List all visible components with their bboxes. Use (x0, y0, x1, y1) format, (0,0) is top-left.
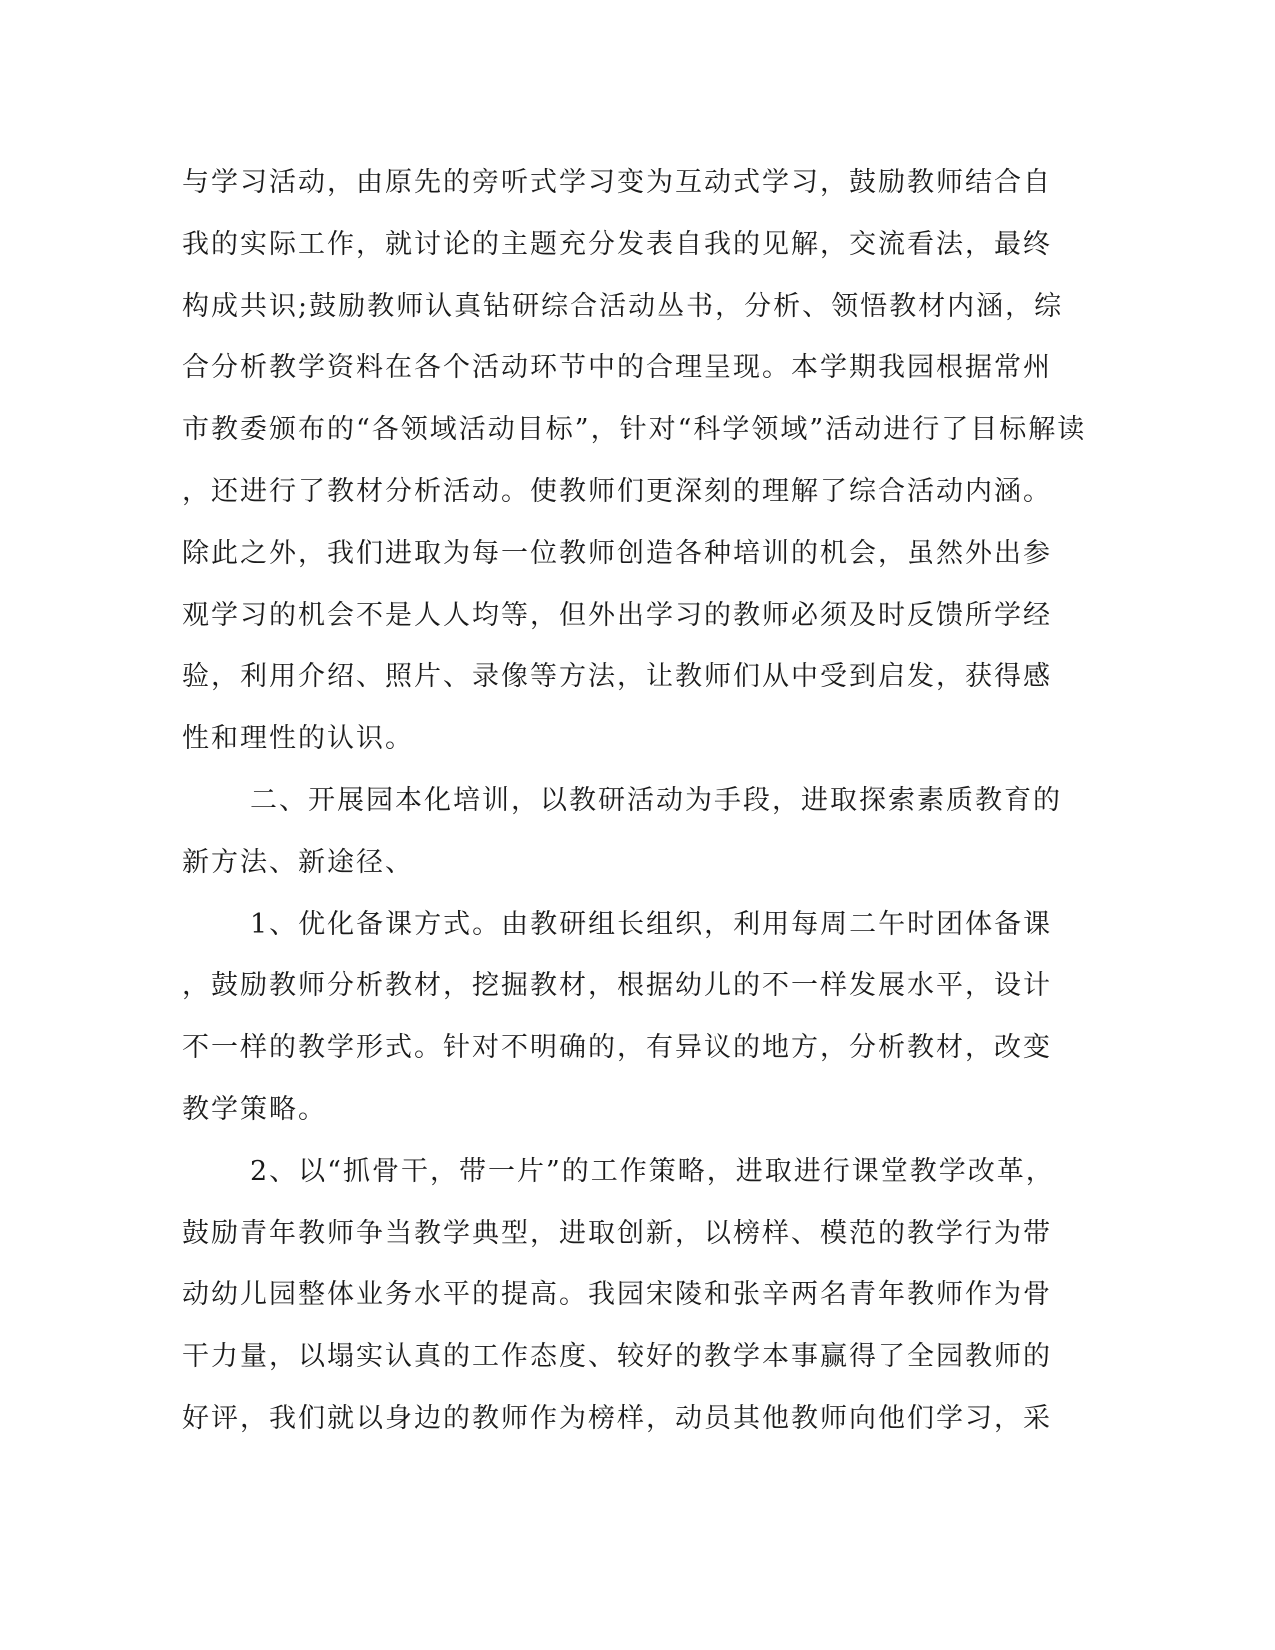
text-line: 观学习的机会不是人人均等，但外出学习的教师必须及时反馈所学经 (182, 599, 1052, 631)
text-line: 市教委颁布的“各领域活动目标”，针对“科学领域”活动进行了目标解读 (182, 414, 1087, 446)
text-line: 鼓励青年教师争当教学典型，进取创新，以榜样、模范的教学行为带 (182, 1217, 1052, 1249)
text-line: 好评，我们就以身边的教师作为榜样，动员其他教师向他们学习，采 (182, 1402, 1052, 1434)
text-line: 干力量，以塌实认真的工作态度、较好的教学本事赢得了全园教师的 (182, 1341, 1052, 1373)
text-line: 动幼儿园整体业务水平的提高。我园宋陵和张辛两名青年教师作为骨 (182, 1279, 1052, 1311)
text-line: ，鼓励教师分析教材，挖掘教材，根据幼儿的不一样发展水平，设计 (182, 970, 1052, 1002)
text-line: 验，利用介绍、照片、录像等方法，让教师们从中受到启发，获得感 (182, 661, 1052, 693)
text-line: 合分析教学资料在各个活动环节中的合理呈现。本学期我园根据常州 (182, 352, 1052, 384)
text-line: 与学习活动，由原先的旁听式学习变为互动式学习，鼓励教师结合自 (182, 167, 1052, 198)
text-line: 教学策略。 (182, 1093, 327, 1125)
text-line: 我的实际工作，就讨论的主题充分发表自我的见解，交流看法，最终 (182, 228, 1052, 260)
text-line: 除此之外，我们进取为每一位教师创造各种培训的机会，虽然外出参 (182, 537, 1052, 569)
section-heading: 二、开展园本化培训，以教研活动为手段，进取探索素质教育的 (250, 784, 1062, 816)
text-line: ，还进行了教材分析活动。使教师们更深刻的理解了综合活动内涵。 (182, 475, 1052, 507)
body-text (182, 158, 1087, 1456)
text-line: 不一样的教学形式。针对不明确的，有异议的地方，分析教材，改变 (182, 1032, 1052, 1064)
text-line: 新方法、新途径、 (182, 846, 414, 878)
list-item-heading: 1、优化备课方式。由教研组长组织，利用每周二午时团体备课 (250, 908, 1053, 940)
list-item-heading: 2、以“抓骨干，带一片”的工作策略，进取进行课堂教学改革， (250, 1155, 1055, 1187)
text-line: 性和理性的认识。 (182, 723, 414, 755)
text-line: 构成共识;鼓励教师认真钻研综合活动丛书，分析、领悟教材内涵，综 (182, 290, 1064, 322)
